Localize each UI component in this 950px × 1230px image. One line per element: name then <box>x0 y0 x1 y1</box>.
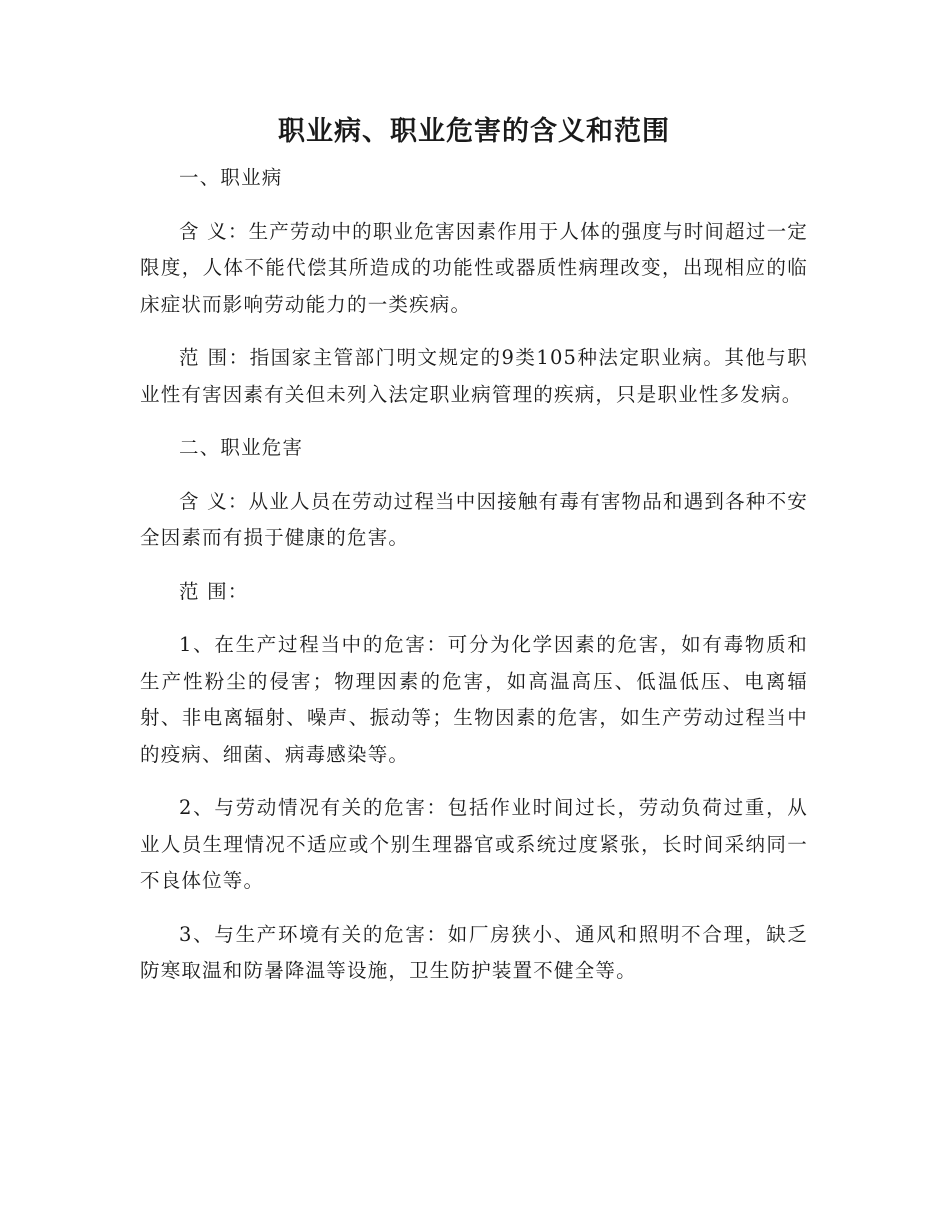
section1-meaning: 含 义：生产劳动中的职业危害因素作用于人体的强度与时间超过一定限度，人体不能代偿其所造成的功能性或器质性病理改变，出现相应的临床症状而影响劳动能力的一类疾病。 <box>140 219 808 316</box>
section2-item-1: 1、在生产过程当中的危害：可分为化学因素的危害，如有毒物质和生产性粉尘的侵害；物理因素的危害，如高温高压、低温低压、电离辐射、非电离辐射、噪声、振动等；生物因素的危害，如生产劳动过程当中的疫病、细菌、病毒感染等。 <box>140 633 808 766</box>
document-title: 职业病、职业危害的含义和范围 <box>278 116 670 147</box>
section2-meaning: 含 义：从业人员在劳动过程当中因接触有毒有害物品和遇到各种不安全因素而有损于健康的危害。 <box>140 489 808 549</box>
section1-scope: 范 围：指国家主管部门明文规定的9类105种法定职业病。其他与职业性有害因素有关但未列入法定职业病管理的疾病，只是职业性多发病。 <box>140 346 808 406</box>
section1-heading: 一、职业病 <box>179 166 283 189</box>
section2-scope-label: 范 围： <box>179 579 249 603</box>
section2-item-3: 3、与生产环境有关的危害：如厂房狭小、通风和照明不合理，缺乏防寒取温和防暑降温等设施，卫生防护装置不健全等。 <box>140 922 808 982</box>
document-page <box>140 112 808 1007</box>
section2-heading: 二、职业危害 <box>179 436 304 459</box>
section2-item-2: 2、与劳动情况有关的危害：包括作业时间过长，劳动负荷过重，从业人员生理情况不适应或个别生理器官或系统过度紧张，长时间采纳同一不良体位等。 <box>140 796 808 892</box>
